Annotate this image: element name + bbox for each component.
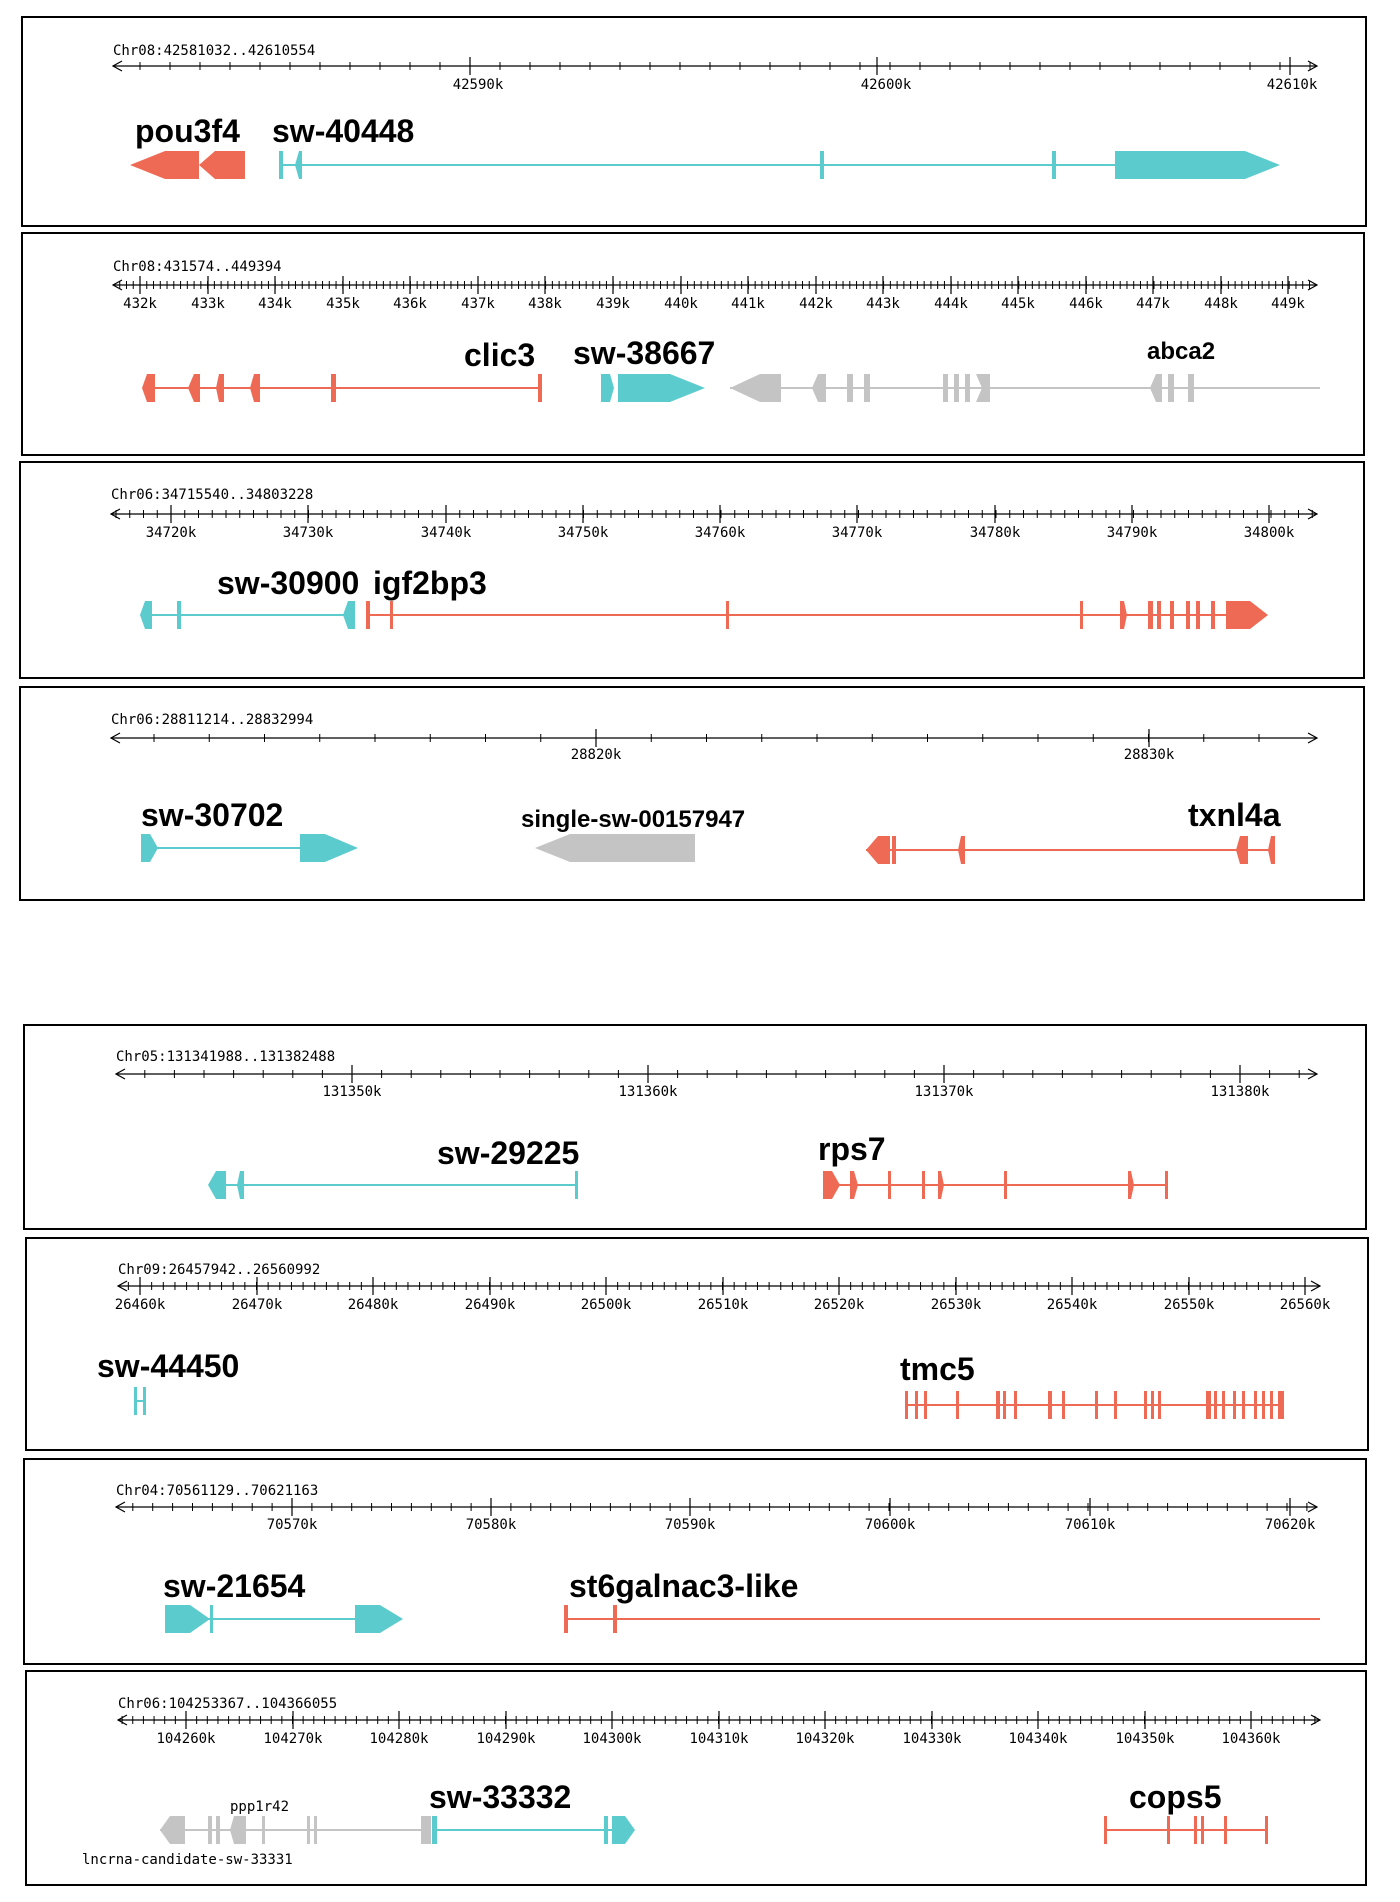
panel-5-tick-label: 131370k [914,1084,974,1100]
panel-tick-label: 26460k [114,1297,166,1313]
panel-8-coord: Chr06:104253367..104366055 [118,1696,338,1712]
panel-tick-label: 435k [326,296,360,312]
panel-tick-label: 440k [664,296,698,312]
panel-tick-label: 437k [461,296,495,312]
panel-tick-label: 448k [1204,296,1238,312]
panel-1-coord: Chr08:42581032..42610554 [113,43,316,59]
gene-label-sw-29225: sw-29225 [437,1135,580,1171]
panel-2-coord: Chr08:431574..449394 [113,259,282,275]
panel-tick-label: 34770k [831,525,883,541]
gene-model-sw-21654 [165,1605,403,1633]
panel-4-tick-label: 28820k [570,747,622,763]
gene-model-sw-30900 [140,601,355,629]
panel-5 [24,1025,1366,1229]
panel-4 [20,687,1364,900]
panel-tick-label: 104300k [582,1731,642,1747]
panel-7-coord: Chr04:70561129..70621163 [116,1483,319,1499]
panel-8-ruler [118,1711,1320,1747]
panel-7-tick-label: 70620k [1264,1517,1316,1533]
panel-tick-label: 444k [934,296,968,312]
panel-tick-label: 34800k [1243,525,1295,541]
panel-7-tick-label: 70580k [465,1517,517,1533]
panel-tick-label: 34720k [145,525,197,541]
panel-tick-label: 436k [393,296,427,312]
panel-tick-label: 34780k [969,525,1021,541]
gene-label-sw-30900: sw-30900 [217,565,360,601]
panel-tick-label: 442k [799,296,833,312]
panel-1-tick-label: 42590k [452,77,504,93]
gene-model-txnl4a [866,836,1275,864]
panel-tick-label: 34740k [420,525,472,541]
gene-model-rps7 [823,1171,1168,1199]
panel-2-ruler [113,276,1317,312]
gene-label-tmc5: tmc5 [900,1351,975,1387]
panel-tick-label: 34760k [694,525,746,541]
gene-label-ppp1r42: ppp1r42 [230,1799,290,1815]
panel-6 [26,1238,1368,1450]
panel-tick-label: 104310k [689,1731,749,1747]
gene-label-sw-21654: sw-21654 [163,1568,306,1604]
panel-5-ruler [116,1065,1317,1083]
panel-8 [26,1671,1366,1885]
gene-model-tmc5 [905,1391,1284,1419]
gene-model-sw-33332 [432,1816,635,1844]
gene-model-cops5 [1104,1816,1268,1844]
panel-3-coord: Chr06:34715540..34803228 [111,487,314,503]
panel-tick-label: 104260k [156,1731,216,1747]
panel-5-tick-label: 131350k [322,1084,382,1100]
panel-7 [24,1459,1366,1664]
panel-1-tick-label: 42600k [860,77,912,93]
panel-tick-label: 439k [596,296,630,312]
panel-4-tick-label: 28830k [1123,747,1175,763]
gene-label-sw-38667: sw-38667 [573,335,716,371]
gene-model-abca2 [730,374,1320,402]
panel-tick-label: 104290k [476,1731,536,1747]
panel-7-tick-label: 70600k [864,1517,916,1533]
gene-model-sw-40448 [279,151,1280,179]
panel-7-tick-label: 70590k [664,1517,716,1533]
gene-label-rps7: rps7 [818,1131,886,1167]
panel-tick-label: 449k [1271,296,1305,312]
panel-tick-label: 104360k [1221,1731,1281,1747]
gene-model-ppp1r42 [160,1816,431,1844]
gene-model-sw-30702 [141,834,358,862]
panel-tick-label: 104350k [1115,1731,1175,1747]
panel-tick-label: 26560k [1279,1297,1331,1313]
panel-tick-label: 34750k [557,525,609,541]
panel-tick-label: 104270k [263,1731,323,1747]
panel-tick-label: 447k [1136,296,1170,312]
gene-label-cops5: cops5 [1129,1779,1222,1815]
gene-label-pou3f4: pou3f4 [135,113,240,149]
gene-model-single-sw-00157947 [535,834,695,862]
panel-1-ruler [113,57,1317,75]
panel-tick-label: 26510k [697,1297,749,1313]
panel-2 [22,233,1364,455]
panel-tick-label: 432k [123,296,157,312]
panel-tick-label: 26520k [813,1297,865,1313]
gene-label-sw-40448: sw-40448 [272,113,415,149]
gene-model-igf2bp3 [366,601,1268,629]
panel-7-ruler [116,1498,1317,1516]
panel-tick-label: 446k [1069,296,1103,312]
gene-model-sw-44450 [134,1387,146,1415]
panel-tick-label: 34730k [282,525,334,541]
panel-tick-label: 34790k [1106,525,1158,541]
gene-label-igf2bp3: igf2bp3 [373,565,487,601]
gene-label-lncrna-candidate-sw-33331: lncrna-candidate-sw-33331 [82,1852,293,1868]
panel-5-coord: Chr05:131341988..131382488 [116,1049,336,1065]
panel-5-tick-label: 131360k [618,1084,678,1100]
panel-1-tick-label: 42610k [1266,77,1318,93]
panel-5-tick-label: 131380k [1210,1084,1270,1100]
panel-tick-label: 26530k [930,1297,982,1313]
panel-tick-label: 438k [528,296,562,312]
panel-1 [22,17,1366,226]
panel-4-coord: Chr06:28811214..28832994 [111,712,314,728]
panel-tick-label: 26490k [464,1297,516,1313]
panel-tick-label: 26550k [1163,1297,1215,1313]
panel-tick-label: 26500k [580,1297,632,1313]
panel-6-ruler [115,1277,1331,1313]
panel-tick-label: 26540k [1046,1297,1098,1313]
panel-tick-label: 445k [1001,296,1035,312]
panel-tick-label: 104280k [369,1731,429,1747]
panel-tick-label: 104330k [902,1731,962,1747]
gene-label-abca2: abca2 [1147,338,1216,365]
gene-label-sw-33332: sw-33332 [429,1779,572,1815]
panel-tick-label: 443k [866,296,900,312]
panel-7-tick-label: 70570k [266,1517,318,1533]
gene-label-sw-30702: sw-30702 [141,797,284,833]
panel-tick-label: 26480k [347,1297,399,1313]
panel-7-tick-label: 70610k [1064,1517,1116,1533]
panel-tick-label: 104320k [795,1731,855,1747]
gene-label-st6galnac3-like: st6galnac3-like [569,1568,799,1604]
panel-3-ruler [111,505,1317,541]
gene-model-pou3f4 [130,151,245,179]
gene-model-st6galnac3-like [564,1605,1320,1633]
gene-label-sw-44450: sw-44450 [97,1348,240,1384]
panel-tick-label: 433k [191,296,225,312]
gene-model-sw-29225 [208,1171,578,1199]
panel-6-coord: Chr09:26457942..26560992 [118,1262,321,1278]
panel-tick-label: 441k [731,296,765,312]
gene-model-clic3 [142,374,542,402]
gene-model-sw-38667 [601,374,705,402]
panel-4-ruler [111,729,1317,747]
gene-label-single-sw-00157947: single-sw-00157947 [521,806,746,833]
panel-tick-label: 26470k [231,1297,283,1313]
panel-3 [20,462,1364,678]
gene-label-txnl4a: txnl4a [1188,797,1281,833]
panel-tick-label: 434k [258,296,292,312]
gene-label-clic3: clic3 [464,337,536,373]
panel-tick-label: 104340k [1008,1731,1068,1747]
